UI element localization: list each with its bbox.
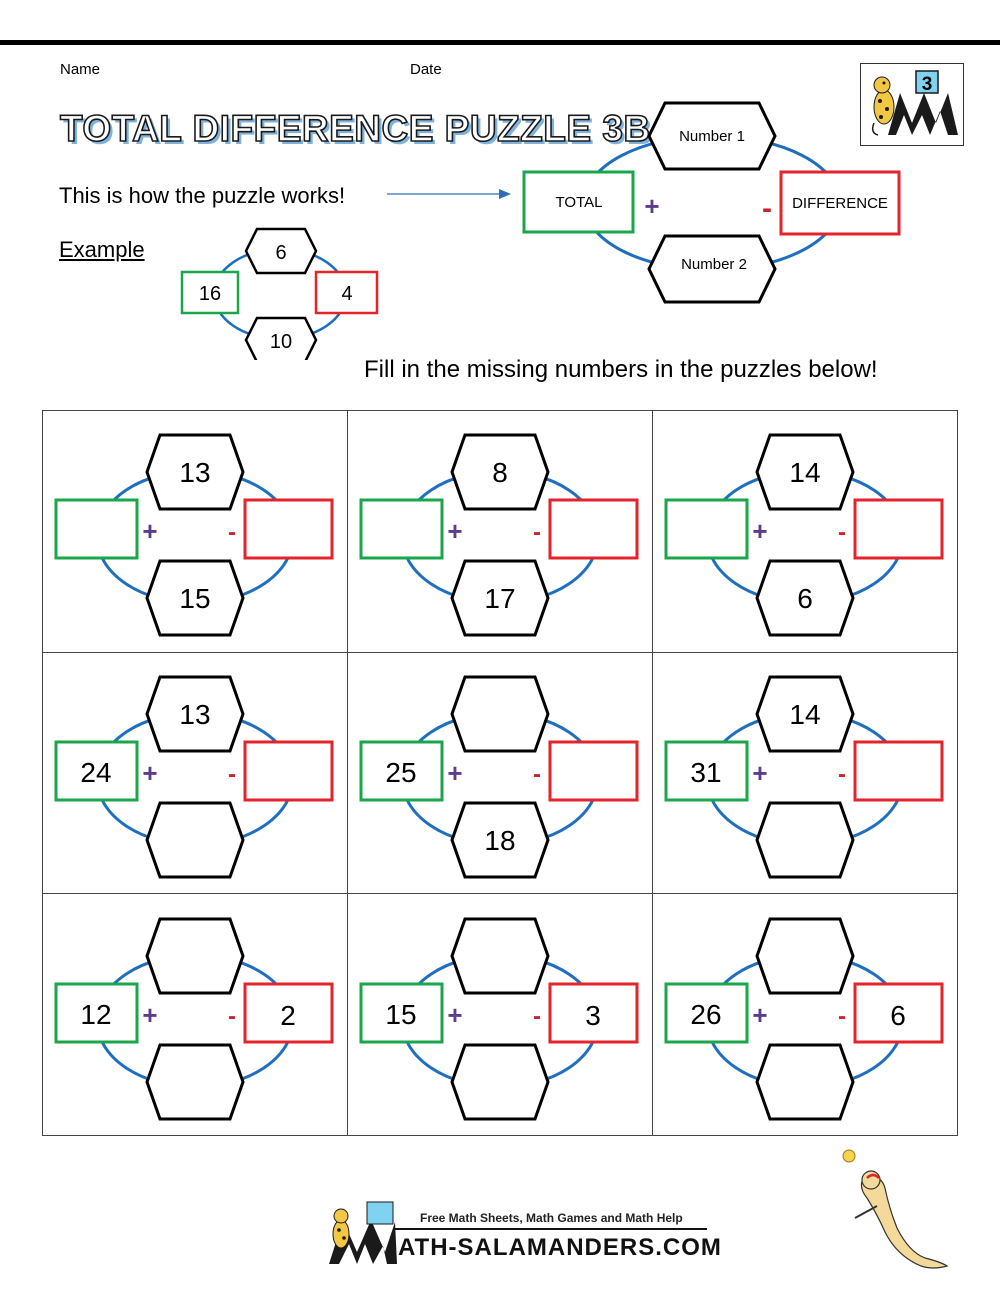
footer-rule bbox=[395, 1228, 707, 1230]
difference-box[interactable] bbox=[855, 742, 942, 800]
puzzle-diagram bbox=[522, 100, 902, 305]
diagram-total: TOTAL bbox=[555, 194, 603, 211]
number2-value: 17 bbox=[484, 583, 516, 614]
diagram-difference: DIFFERENCE bbox=[792, 195, 888, 212]
puzzle-cell bbox=[43, 411, 348, 653]
minus-sign: - bbox=[838, 519, 846, 546]
total-value: 25 bbox=[385, 757, 417, 788]
minus-sign: - bbox=[533, 1003, 541, 1030]
bottom-hexagon[interactable] bbox=[757, 803, 853, 877]
total-value: 31 bbox=[690, 757, 722, 788]
plus-sign: + bbox=[142, 1000, 158, 1030]
difference-box[interactable] bbox=[245, 500, 332, 558]
bottom-hexagon[interactable] bbox=[757, 1045, 853, 1119]
total-box[interactable] bbox=[666, 500, 747, 558]
how-it-works-text: This is how the puzzle works! bbox=[59, 183, 346, 208]
salamander-mascot-icon bbox=[825, 1148, 955, 1278]
number1-value: 13 bbox=[179, 457, 211, 488]
number1-value: 14 bbox=[789, 699, 821, 730]
plus-sign: + bbox=[752, 1000, 768, 1030]
example-bottom: 10 bbox=[269, 331, 293, 353]
plus-sign: + bbox=[142, 516, 158, 546]
diagram-number2: Number 2 bbox=[681, 256, 747, 273]
footer-site-name: ATH-SALAMANDERS.COM bbox=[398, 1234, 722, 1261]
plus-sign: + bbox=[447, 1000, 463, 1030]
number1-value: 8 bbox=[492, 457, 508, 488]
number2-value: 6 bbox=[797, 583, 813, 614]
puzzle-cell bbox=[348, 895, 653, 1137]
top-hexagon[interactable] bbox=[757, 919, 853, 993]
footer-tagline: Free Math Sheets, Math Games and Math Help bbox=[420, 1211, 683, 1225]
total-value: 24 bbox=[80, 757, 112, 788]
puzzle-cell bbox=[348, 411, 653, 653]
puzzle-cell bbox=[653, 895, 958, 1137]
minus-sign: - bbox=[228, 761, 236, 788]
minus-sign: - bbox=[228, 1003, 236, 1030]
bottom-hexagon[interactable] bbox=[147, 803, 243, 877]
example-top: 6 bbox=[275, 242, 287, 264]
bottom-hexagon[interactable] bbox=[452, 1045, 548, 1119]
example-total: 16 bbox=[198, 283, 222, 305]
minus-sign: - bbox=[533, 519, 541, 546]
name-label: Name bbox=[60, 61, 101, 78]
example-label: Example bbox=[59, 237, 145, 262]
total-value: 15 bbox=[385, 999, 417, 1030]
plus-sign: + bbox=[447, 516, 463, 546]
puzzle-cell bbox=[43, 653, 348, 895]
diagram-minus: - bbox=[762, 192, 772, 225]
example-difference: 4 bbox=[341, 283, 353, 305]
top-hexagon[interactable] bbox=[452, 677, 548, 751]
top-hexagon[interactable] bbox=[147, 919, 243, 993]
difference-box[interactable] bbox=[245, 742, 332, 800]
plus-sign: + bbox=[752, 758, 768, 788]
difference-box[interactable] bbox=[855, 500, 942, 558]
plus-sign: + bbox=[142, 758, 158, 788]
footer-logo bbox=[325, 1200, 400, 1268]
difference-box[interactable] bbox=[550, 500, 637, 558]
grade-number: 3 bbox=[921, 74, 933, 95]
top-rule bbox=[0, 40, 1000, 45]
minus-sign: - bbox=[533, 761, 541, 788]
total-box[interactable] bbox=[361, 500, 442, 558]
bottom-hexagon[interactable] bbox=[147, 1045, 243, 1119]
minus-sign: - bbox=[838, 761, 846, 788]
page-title: TOTAL DIFFERENCE PUZZLE 3B bbox=[60, 108, 651, 149]
number1-value: 13 bbox=[179, 699, 211, 730]
difference-value: 6 bbox=[890, 1000, 906, 1031]
arrow-right-icon bbox=[385, 186, 515, 202]
puzzle-cell bbox=[348, 653, 653, 895]
puzzle-cell bbox=[653, 411, 958, 653]
plus-sign: + bbox=[752, 516, 768, 546]
plus-sign: + bbox=[447, 758, 463, 788]
top-hexagon[interactable] bbox=[452, 919, 548, 993]
salamander-icon bbox=[333, 1209, 349, 1248]
puzzle-cell bbox=[43, 895, 348, 1137]
total-box[interactable] bbox=[56, 500, 137, 558]
difference-box[interactable] bbox=[550, 742, 637, 800]
number1-value: 14 bbox=[789, 457, 821, 488]
puzzle-grid bbox=[42, 410, 958, 1136]
difference-value: 3 bbox=[585, 1000, 601, 1031]
example-puzzle bbox=[178, 224, 382, 360]
date-label: Date bbox=[410, 61, 442, 78]
diagram-plus: + bbox=[644, 191, 660, 221]
instruction-text: Fill in the missing numbers in the puzzles below! bbox=[364, 356, 878, 383]
minus-sign: - bbox=[838, 1003, 846, 1030]
total-value: 26 bbox=[690, 999, 722, 1030]
puzzle-cell bbox=[653, 653, 958, 895]
total-value: 12 bbox=[80, 999, 112, 1030]
number2-value: 18 bbox=[484, 825, 516, 856]
minus-sign: - bbox=[228, 519, 236, 546]
number2-value: 15 bbox=[179, 583, 211, 614]
difference-value: 2 bbox=[280, 1000, 296, 1031]
diagram-number1: Number 1 bbox=[679, 128, 745, 145]
